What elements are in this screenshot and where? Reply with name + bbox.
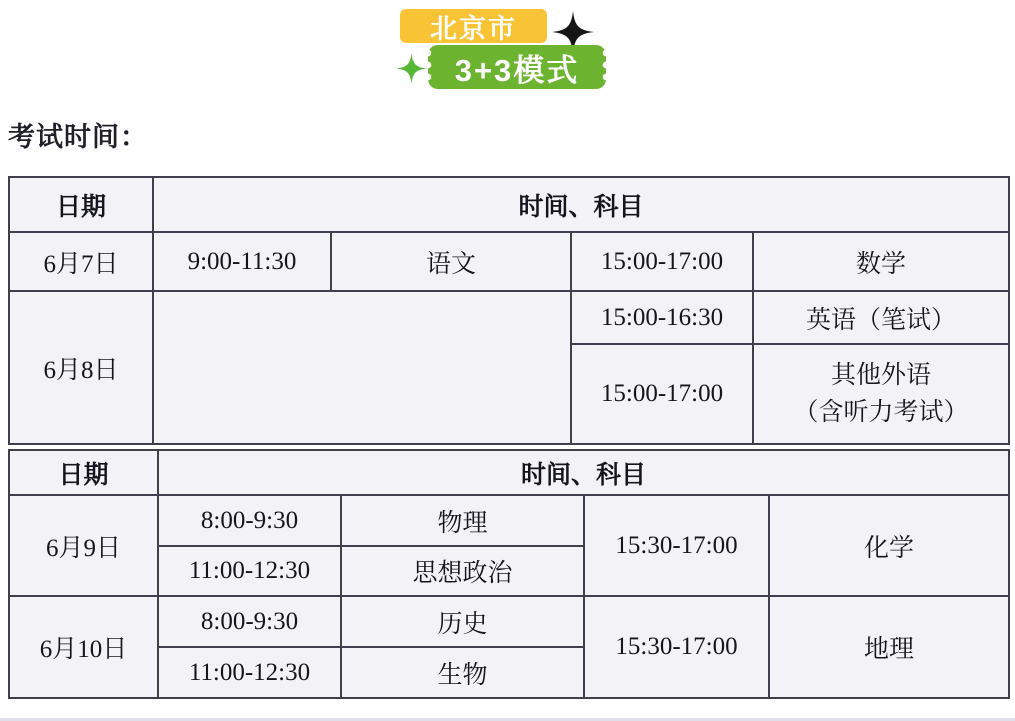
- t1-june8-date-cell: 6月8日: [9, 291, 153, 444]
- mode-badge-label: 3+3模式: [454, 52, 580, 88]
- t1-header-time-subject: 时间、科目: [153, 177, 1009, 232]
- city-badge: [400, 9, 547, 43]
- t2-june10-pm-subject-cell: 地理: [769, 596, 1009, 698]
- sparkle-green-icon: [396, 53, 427, 84]
- header-banner: [0, 0, 1015, 95]
- t1-june7-am-time-cell: 9:00-11:30: [153, 232, 331, 291]
- city-badge-label: 北京市: [430, 13, 517, 44]
- t2-june10-date-cell: 6月10日: [9, 596, 158, 698]
- t1-june8-slot2-time-cell: 15:00-17:00: [571, 344, 753, 444]
- t1-june8-empty-cell: [153, 291, 571, 444]
- t2-june10-am2-time-cell: 11:00-12:30: [158, 647, 341, 698]
- t1-june7-date-cell: 6月7日: [9, 232, 153, 291]
- t2-june9-am1-time-cell: 8:00-9:30: [158, 495, 341, 546]
- t1-june7-pm-subject-cell: 数学: [753, 232, 1009, 291]
- t2-june10-pm-time-cell: 15:30-17:00: [584, 596, 769, 698]
- exam-table-june7-8: [8, 176, 1010, 445]
- t1-june7-am-subject-cell: 语文: [331, 232, 571, 291]
- t1-june8-slot2-subject-line1: 其他外语: [830, 362, 931, 389]
- t2-june9-am2-time-cell: 11:00-12:30: [158, 546, 341, 596]
- t2-june10-am1-time-cell: 8:00-9:30: [158, 596, 341, 647]
- t2-june10-am2-subject-cell: 生物: [341, 647, 584, 698]
- section-title: 考试时间：: [8, 122, 148, 152]
- exam-table-june9-10: [8, 449, 1010, 699]
- t1-june8-slot1-subject-cell: 英语（笔试）: [753, 291, 1009, 344]
- t1-june8-slot1-time-cell: 15:00-16:30: [571, 291, 753, 344]
- t2-june9-pm-time-cell: 15:30-17:00: [584, 495, 769, 596]
- t2-header-date: 日期: [9, 450, 158, 495]
- t1-header-date: 日期: [9, 177, 153, 232]
- t2-june10-am1-subject-cell: 历史: [341, 596, 584, 647]
- t1-june8-slot2-subject-cell: [753, 344, 1009, 444]
- t2-june9-am1-subject-cell: 物理: [341, 495, 584, 546]
- t1-june8-slot2-subject-line2: （含听力考试）: [793, 399, 969, 426]
- t2-june9-date-cell: 6月9日: [9, 495, 158, 596]
- t2-june9-am2-subject-cell: 思想政治: [341, 546, 584, 596]
- t2-header-time-subject: 时间、科目: [158, 450, 1009, 495]
- mode-badge: [428, 45, 606, 89]
- t2-june9-pm-subject-cell: 化学: [769, 495, 1009, 596]
- t1-june7-pm-time-cell: 15:00-17:00: [571, 232, 753, 291]
